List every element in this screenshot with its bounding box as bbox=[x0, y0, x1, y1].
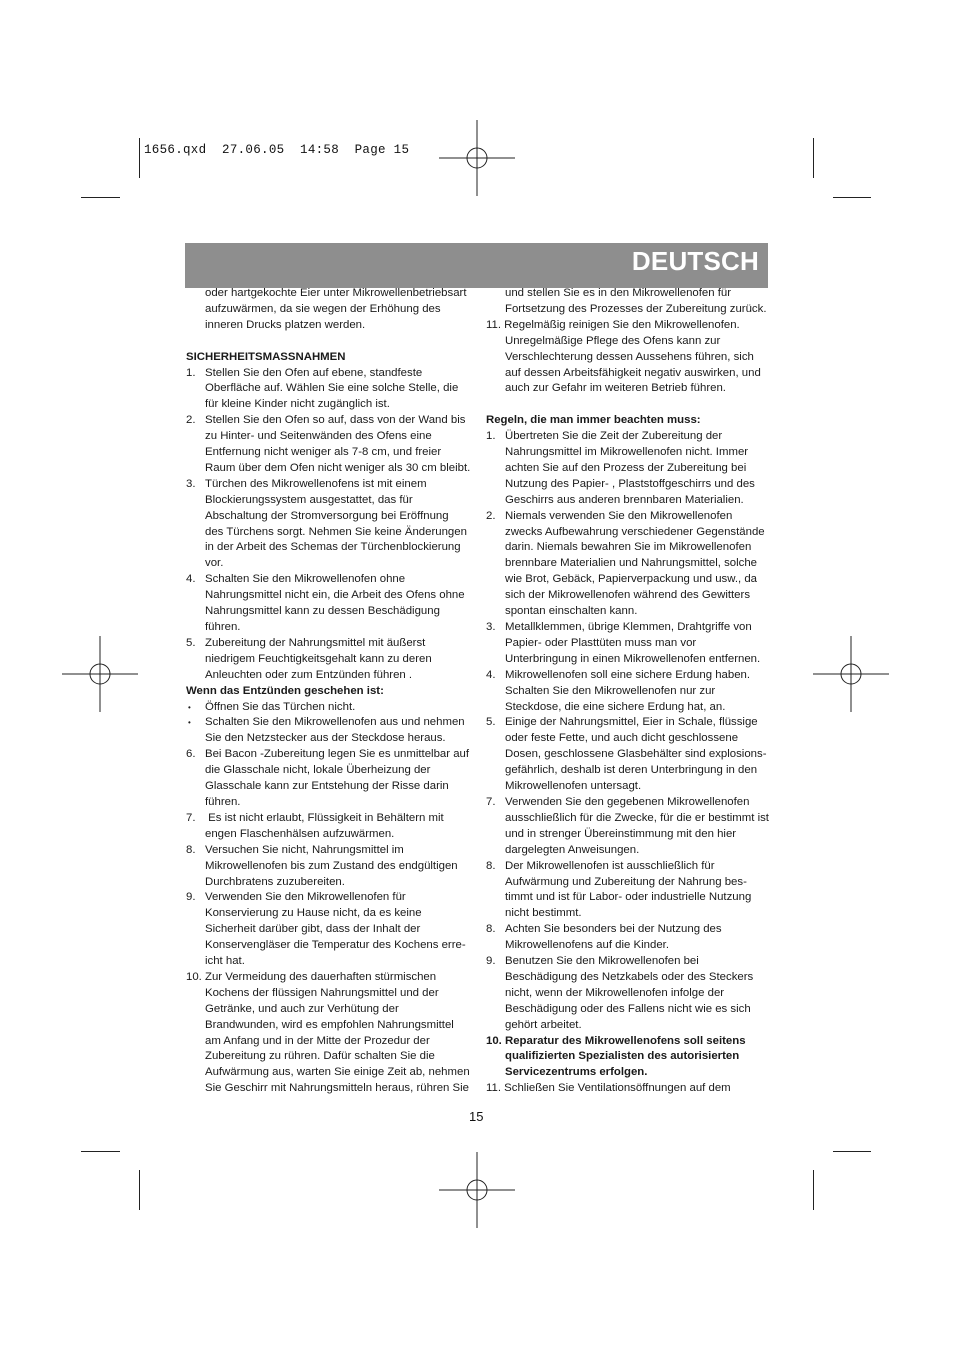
text-line: Servicezentrums erfolgen. bbox=[505, 1066, 648, 1079]
text-line: timmt und ist für Labor- oder industrielle Nutzung bbox=[505, 891, 752, 904]
item-number: 5. bbox=[486, 716, 496, 729]
intro-paragraph bbox=[186, 286, 476, 334]
list-item bbox=[486, 318, 771, 398]
bullet-item bbox=[186, 715, 476, 747]
text-line: Achten Sie besonders bei der Nutzung des bbox=[505, 923, 722, 936]
text-line: Nahrungsmittel im Mikrowellenofen nicht. Immer bbox=[505, 446, 749, 459]
text-line: führen. bbox=[205, 621, 241, 634]
bullet-icon: • bbox=[188, 702, 191, 712]
text-line: Schalten Sie den Mikrowellenofen aus und nehmen bbox=[205, 716, 465, 729]
text-line: darin. Niemals bewahren Sie im Mikrowellenofen bbox=[505, 541, 752, 554]
text-line: Schalten Sie den Mikrowellenofen ohne bbox=[205, 573, 406, 586]
text-line: qualifizierten Spezialisten des autorisierten bbox=[505, 1050, 740, 1063]
text-line: Anleuchten oder zum Entzünden führen . bbox=[205, 668, 413, 681]
registration-mark-icon bbox=[813, 636, 889, 712]
item-number: 6. bbox=[186, 748, 196, 761]
text-line: Getränke, und auch zur Verhütung der bbox=[205, 1002, 399, 1015]
list-item bbox=[486, 429, 771, 509]
text-line: ausschließlich für die Zwecke, für die er bestimmt ist bbox=[505, 811, 769, 824]
item-number: 10. bbox=[486, 1034, 502, 1047]
text-line: Metallklemmen, übrige Klemmen, Drahtgriffe von bbox=[505, 621, 752, 634]
text-line: Verwenden Sie den Mikrowellenofen für bbox=[205, 891, 406, 904]
text-line: Übertreten Sie die Zeit der Zubereitung der bbox=[505, 430, 723, 443]
text-line: Einige der Nahrungsmittel, Eier in Schale, flüssige bbox=[505, 716, 758, 729]
text-line: icht hat. bbox=[205, 955, 245, 968]
list-item bbox=[186, 636, 476, 684]
item-number: 3. bbox=[486, 621, 496, 634]
registration-mark-icon bbox=[62, 636, 138, 712]
safety-heading: SICHERHEITSMASSNAHMEN bbox=[186, 350, 346, 363]
crop-mark bbox=[813, 1170, 814, 1210]
text-line: achten Sie auf den Prozess der Zubereitung bei bbox=[505, 461, 747, 474]
text-line: Mikrowellenofen untersagt. bbox=[505, 780, 642, 793]
text-line: Öffnen Sie das Türchen nicht. bbox=[205, 700, 356, 713]
text-line: Blockierungssystem ausgestattet, das für bbox=[205, 493, 413, 506]
text-line: Konservengläser die Temperatur des Kochens erre- bbox=[205, 939, 466, 952]
text-line: wie Brot, Gebäck, Papierverpackung und usw., da bbox=[505, 573, 758, 586]
crop-mark bbox=[81, 197, 120, 198]
item-number: 2. bbox=[186, 414, 196, 427]
right-column bbox=[486, 286, 771, 1097]
text-line: Benutzen Sie den Mikrowellenofen bei bbox=[505, 955, 699, 968]
item-number: 1. bbox=[186, 366, 196, 379]
item-number: 2. bbox=[486, 509, 496, 522]
list-item bbox=[186, 890, 476, 970]
text-line: Sie den Netzstecker aus der Steckdose heraus. bbox=[205, 732, 446, 745]
text-line: Es ist nicht erlaubt, Flüssigkeit in Behältern mit bbox=[205, 811, 444, 824]
text-line: Türchen des Mikrowellenofens ist mit einem bbox=[205, 477, 427, 490]
text-line bbox=[486, 318, 771, 334]
text-line: Brandwunden, wird es empfohlen Nahrungsmittel bbox=[205, 1018, 454, 1031]
registration-mark-icon bbox=[439, 120, 515, 196]
fire-heading: Wenn das Entzünden geschehen ist: bbox=[186, 684, 384, 697]
text-line: Mikrowellenofen soll eine sichere Erdung haben. bbox=[505, 668, 751, 681]
intro-paragraph bbox=[486, 286, 771, 318]
left-column bbox=[186, 286, 476, 1097]
text-line: sich der Mikrowellenofen während des Gewitters bbox=[505, 589, 751, 602]
item-number: 10. bbox=[186, 970, 202, 983]
bullet-item bbox=[186, 700, 476, 716]
text-line: auch zur Gefahr im weiteren Betrieb führen. bbox=[505, 382, 726, 395]
list-item bbox=[186, 572, 476, 636]
list-item bbox=[486, 620, 771, 668]
text-line: oder hartgekochte Eier unter Mikrowellenbetriebsart bbox=[205, 287, 467, 299]
item-number: 11. bbox=[486, 318, 501, 331]
list-item bbox=[486, 795, 771, 859]
text-line bbox=[486, 1081, 771, 1097]
text-line: engen Flaschenhälsen aufzuwärmen. bbox=[205, 827, 395, 840]
crop-mark bbox=[139, 1170, 140, 1210]
text-line: Papier- oder Plasttüten muss man vor bbox=[505, 636, 697, 649]
text-line: nicht bestimmt. bbox=[505, 907, 582, 920]
text-line: aufzuwärmen, da sie wegen der Erhöhung des bbox=[205, 302, 441, 315]
text-line: am Anfang und in der Mitte der Prozedur der bbox=[205, 1034, 430, 1047]
list-item bbox=[186, 747, 476, 811]
item-number: 8. bbox=[186, 843, 196, 856]
text-line: vor. bbox=[205, 557, 224, 570]
crop-mark bbox=[833, 197, 871, 198]
section-header-bar bbox=[185, 243, 768, 288]
list-item bbox=[486, 922, 771, 954]
text-line: führen. bbox=[205, 795, 241, 808]
text-line: Dosen, geschlossene Glasbehälter sind explosions- bbox=[505, 748, 767, 761]
text-line: Entfernung nicht weniger als 7-8 cm, und freier bbox=[205, 446, 442, 459]
text-line: Sicherheit darüber gibt, dass der Inhalt der bbox=[205, 923, 421, 936]
list-item bbox=[486, 1034, 771, 1082]
text-line: Nahrungsmittel nicht ein, die Arbeit des Ofens ohne bbox=[205, 589, 465, 602]
crop-mark bbox=[833, 1151, 871, 1152]
item-number: 7. bbox=[186, 811, 196, 824]
list-item bbox=[486, 509, 771, 620]
text-line: des Türchens sorgt. Nehmen Sie keine Änderungen bbox=[205, 525, 467, 538]
text-line: niedrigem Feuchtigkeitsgehalt kann zu deren bbox=[205, 652, 432, 665]
text-line: die Glasschale nicht, lokale Überheizung der bbox=[205, 764, 431, 777]
item-number: 9. bbox=[486, 955, 496, 968]
crop-mark bbox=[139, 138, 140, 178]
text-line: Unregelmäßige Pflege des Ofens kann zur bbox=[505, 334, 721, 347]
list-item bbox=[486, 954, 771, 1034]
list-item bbox=[186, 843, 476, 891]
list-item bbox=[486, 859, 771, 923]
text-line: Aufwärmung aus, warten Sie einige Zeit ab, nehmen bbox=[205, 1066, 470, 1079]
text-line: Stellen Sie den Ofen auf ebene, standfeste bbox=[205, 366, 423, 379]
list-item bbox=[186, 970, 476, 1097]
rules-heading: Regeln, die man immer beachten muss: bbox=[486, 414, 701, 427]
text-line: Regelmäßig reinigen Sie den Mikrowellenofen. bbox=[504, 318, 740, 331]
text-line: Nutzung des Papier- , Plaststoffgeschirrs und des bbox=[505, 477, 755, 490]
text-line: Fortsetzung des Prozesses der Zubereitung zurück. bbox=[505, 302, 767, 315]
list-item bbox=[186, 366, 476, 414]
text-line: Verschlechterung dessen Aussehens führen, sich bbox=[505, 350, 754, 363]
text-line: Verwenden Sie den gegebenen Mikrowellenofen bbox=[505, 795, 750, 808]
text-line: brennbare Materialien und Nahrungsmittel, solche bbox=[505, 557, 758, 570]
text-line: Konservierung zu Hause nicht, da es keine bbox=[205, 907, 422, 920]
text-line: Versuchen Sie nicht, Nahrungsmittel im bbox=[205, 843, 404, 856]
list-item bbox=[186, 477, 476, 572]
text-line: Reparatur des Mikrowellenofens soll seitens bbox=[505, 1034, 746, 1047]
item-number: 8. bbox=[486, 923, 496, 936]
text-line: Kochens der flüssigen Nahrungsmittel und der bbox=[205, 986, 439, 999]
text-line: Glasschale kann zur Entstehung der Risse darin bbox=[205, 780, 449, 793]
text-line: und stellen Sie es in den Mikrowellenofen für bbox=[505, 287, 732, 299]
text-line: Durchbratens zuzubereiten. bbox=[205, 875, 345, 888]
text-line: Mikrowellenofen bis zum Zustand des endgültigen bbox=[205, 859, 458, 872]
text-line: Zubereitung der Nahrungsmittel mit äußerst bbox=[205, 636, 426, 649]
text-line: Nahrungsmittel kann zu dessen Beschädigung bbox=[205, 605, 440, 618]
item-number: 4. bbox=[486, 668, 496, 681]
list-item bbox=[486, 668, 771, 716]
list-item bbox=[186, 811, 476, 843]
text-line: Der Mikrowellenofen ist ausschließlich für bbox=[505, 859, 715, 872]
text-line: und in strenger Übereinstimmung mit den hier bbox=[505, 827, 737, 840]
text-line: Oberfläche auf. Wählen Sie eine solche Stelle, die bbox=[205, 382, 459, 395]
text-line: oder feste Fette, und auch dicht geschlossene bbox=[505, 732, 739, 745]
item-number: 4. bbox=[186, 573, 196, 586]
item-number: 11. bbox=[486, 1082, 501, 1095]
text-line: Zur Vermeidung des dauerhaften stürmischen bbox=[205, 970, 437, 983]
item-number: 7. bbox=[486, 795, 496, 808]
section-title: DEUTSCH bbox=[631, 246, 759, 276]
text-line: Niemals verwenden Sie den Mikrowellenofen bbox=[505, 509, 733, 522]
text-line: für kleine Kinder nicht zugänglich ist. bbox=[205, 398, 390, 411]
text-line: inneren Drucks platzen werden. bbox=[205, 318, 366, 331]
text-line: Schalten Sie den Mikrowellenofen nur zur bbox=[505, 684, 716, 697]
text-line: Beschädigung oder des Fallens nicht wie es sich bbox=[505, 1002, 751, 1015]
item-number: 9. bbox=[186, 891, 196, 904]
list-item bbox=[186, 413, 476, 477]
text-line: spontan einschalten kann. bbox=[505, 605, 638, 618]
crop-mark bbox=[81, 1151, 120, 1152]
list-item bbox=[486, 1081, 771, 1097]
text-line: nicht, wenn der Mikrowellenofen infolge der bbox=[505, 986, 725, 999]
text-line: gehört arbeitet. bbox=[505, 1018, 582, 1031]
text-line: Stellen Sie den Ofen so auf, dass von der Wand bis bbox=[205, 414, 466, 427]
text-line: Beschädigung des Netzkabels oder des Steckers bbox=[505, 970, 754, 983]
text-line: Sie Geschirr mit Nahrungsmitteln heraus, rühren Sie bbox=[205, 1082, 469, 1095]
text-line: Zubereitung zu rühren. Dafür schalten Sie die bbox=[205, 1050, 435, 1063]
item-number: 3. bbox=[186, 477, 196, 490]
crop-mark bbox=[813, 138, 814, 178]
text-line: Raum über dem Ofen nicht weniger als 30 cm bleibt. bbox=[205, 461, 471, 474]
bullet-icon: • bbox=[188, 718, 191, 728]
text-line: gefährlich, deshalb ist deren Unterbringung in den bbox=[505, 764, 758, 777]
text-line: Mikrowellenofens auf die Kinder. bbox=[505, 939, 669, 952]
text-line: Steckdose, die eine sichere Erdung hat, an. bbox=[505, 700, 726, 713]
text-line: Aufwärmung und Zubereitung der Nahrung bes- bbox=[505, 875, 747, 888]
text-line: Geschirrs aus anderen brennbaren Materialien. bbox=[505, 493, 744, 506]
item-number: 8. bbox=[486, 859, 496, 872]
text-line: auf dessen Arbeitsfähigkeit negativ auswirken, und bbox=[505, 366, 761, 379]
text-line: dargelegten Anweisungen. bbox=[505, 843, 640, 856]
print-slug: 1656.qxd 27.06.05 14:58 Page 15 bbox=[144, 143, 410, 157]
text-line: Abschaltung der Stromversorgung bei Eröffnung bbox=[205, 509, 449, 522]
text-line: Unterbringung in einen Mikrowellenofen entfernen. bbox=[505, 652, 761, 665]
text-line: Schließen Sie Ventilationsöffnungen auf dem bbox=[504, 1082, 731, 1095]
text-line: Bei Bacon -Zubereitung legen Sie es unmittelbar auf bbox=[205, 748, 470, 761]
item-number: 5. bbox=[186, 636, 196, 649]
text-line: in der Arbeit des Schemas der Türchenblockierung bbox=[205, 541, 461, 554]
registration-mark-icon bbox=[439, 1152, 515, 1228]
list-item bbox=[486, 715, 771, 795]
text-line: zu Hinter- und Seitenwänden des Ofens eine bbox=[205, 430, 432, 443]
page-number: 15 bbox=[469, 1109, 484, 1124]
text-line: zwecks Aufbewahrung verschiedener Gegenstände bbox=[505, 525, 765, 538]
item-number: 1. bbox=[486, 430, 496, 443]
